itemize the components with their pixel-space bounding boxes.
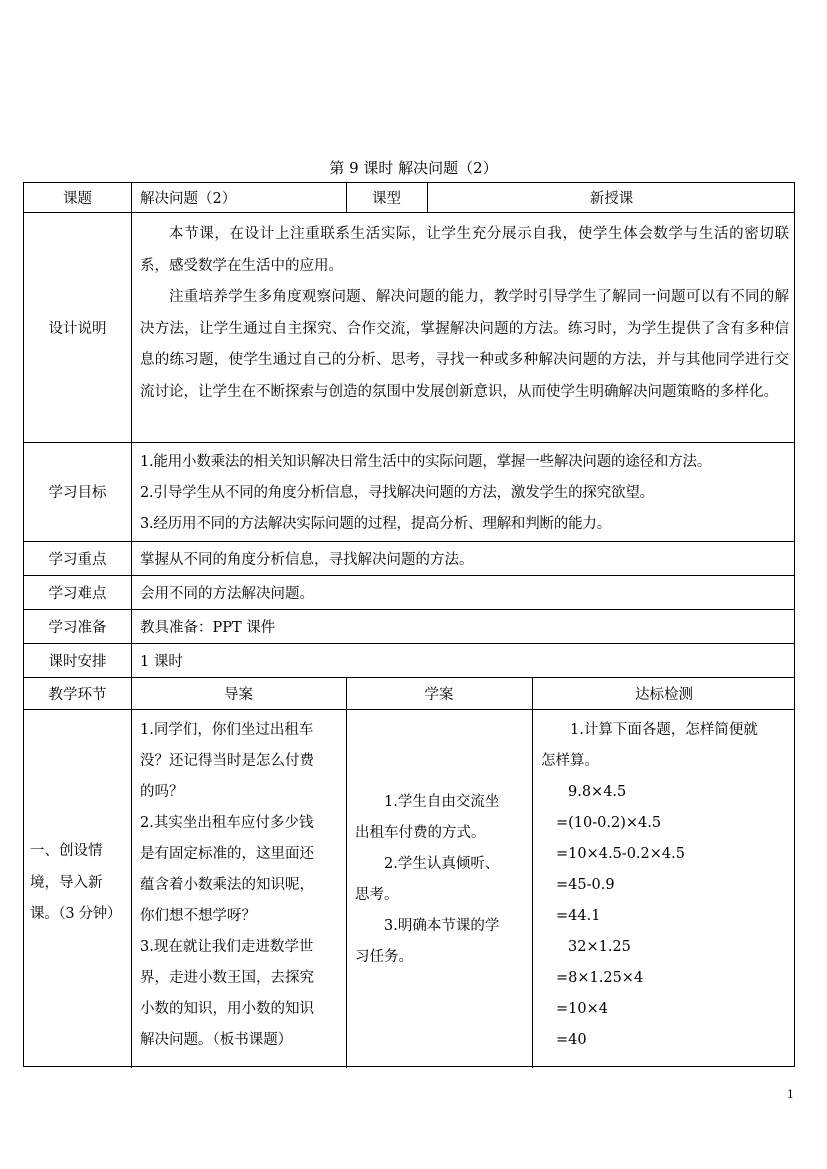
- prep-value: 教具准备：PPT 课件: [140, 619, 276, 636]
- focus-value: 掌握从不同的角度分析信息，寻找解决问题的方法。: [140, 551, 474, 568]
- goal-item: 1.能用小数乘法的相关知识解决日常生活中的实际问题，掌握一些解决问题的途径和方法。: [140, 454, 712, 470]
- header-study: 学案: [424, 686, 454, 703]
- goal-item: 2.引导学生从不同的角度分析信息，寻找解决问题的方法，激发学生的探究欲望。: [140, 485, 654, 501]
- stage1-study: [346, 709, 532, 1068]
- guide-line: 2.其实坐出租车应付多少钱: [140, 815, 314, 831]
- check-line: =40: [556, 1032, 587, 1048]
- topic-value: 解决问题（2）: [140, 191, 237, 207]
- study-line: 思考。: [355, 886, 399, 903]
- guide-line: 没？还记得当时是怎么付费: [140, 753, 314, 769]
- study-line: 习任务。: [355, 948, 413, 965]
- stage1-label-line: 课。（3 分钟）: [30, 906, 122, 923]
- check-line: =10×4.5-0.2×4.5: [556, 846, 685, 862]
- header-check: 达标检测: [635, 686, 693, 703]
- stage1-label: [24, 709, 131, 1068]
- goals-list: [131, 447, 796, 541]
- guide-line: 你们想不想学呀？: [140, 908, 256, 924]
- focus-label: 学习重点: [48, 551, 107, 568]
- design-description: [131, 219, 796, 441]
- check-line: =10×4: [556, 1001, 608, 1017]
- row-divider: [24, 442, 794, 443]
- guide-line: 解决问题。（板书课题）: [140, 1032, 293, 1048]
- prep-label: 学习准备: [48, 619, 107, 636]
- guide-line: 小数的知识，用小数的知识: [140, 1001, 314, 1017]
- stage1-label-line: 境，导入新: [30, 874, 103, 891]
- guide-line: 界，走进小数王国，去探究: [140, 970, 314, 986]
- header-stage: 教学环节: [48, 686, 107, 703]
- lesson-type-label: 课型: [372, 191, 401, 207]
- check-line: 32×1.25: [568, 939, 631, 955]
- guide-line: 的吗？: [140, 784, 184, 800]
- design-label: 设计说明: [48, 320, 107, 337]
- lesson-plan-table: [23, 182, 795, 1067]
- guide-line: 1.同学们，你们坐过出租车: [140, 722, 314, 738]
- page-title: 第 9 课时 解决问题（2）: [329, 159, 498, 177]
- guide-line: 是有固定标准的，这里面还: [140, 846, 314, 862]
- stage1-label-line: 一、创设情: [30, 843, 103, 860]
- check-line: =44.1: [556, 908, 601, 924]
- header-guide: 导案: [224, 686, 253, 703]
- schedule-value: 1 课时: [140, 653, 183, 670]
- check-line: 怎样算。: [541, 753, 599, 769]
- goals-label: 学习目标: [48, 485, 107, 501]
- check-line: 9.8×4.5: [568, 784, 627, 800]
- difficulty-value: 会用不同的方法解决问题。: [140, 585, 314, 602]
- check-line: =8×1.25×4: [556, 970, 644, 986]
- design-paragraph: 本节课，在设计上注重联系生活实际，让学生充分展示自我，使学生体会数学与生活的密切联系，感受数学在生活中的应用。: [140, 226, 789, 274]
- check-line: 1.计算下面各题，怎样简便就: [570, 722, 758, 738]
- study-line: 1.学生自由交流坐: [384, 793, 500, 810]
- lesson-type-value: 新授课: [589, 191, 634, 207]
- difficulty-label: 学习难点: [48, 585, 107, 602]
- stage1-guide: [131, 715, 346, 1065]
- check-line: =45-0.9: [556, 877, 615, 893]
- topic-label: 课题: [63, 191, 92, 207]
- guide-line: 3.现在就让我们走进数学世: [140, 939, 314, 955]
- guide-line: 蕴含着小数乘法的知识呢，: [140, 877, 314, 893]
- study-line: 出租车付费的方式。: [355, 824, 486, 841]
- study-line: 2.学生认真倾听、: [384, 855, 500, 872]
- row-divider: [24, 212, 794, 213]
- study-line: 3.明确本节课的学: [384, 917, 500, 934]
- page-number: 1: [787, 1088, 794, 1101]
- goal-item: 3.经历用不同的方法解决实际问题的过程，提高分析、理解和判断的能力。: [140, 516, 612, 532]
- stage1-check: [532, 715, 796, 1065]
- design-paragraph: 注重培养学生多角度观察问题、解决问题的能力，教学时引导学生了解同一问题可以有不同的解决方法，让学生通过自主探究、合作交流，掌握解决问题的方法。练习时，为学生提供了含有多种信息的练习题，使学生通过自己的分析、思考，寻找一种或多种解决问题的方法，并与其他同学进行交流讨论，让学生在不断探索与创造的氛围中发展创新意识，从而使学生明确解决问题策略的多样化。: [140, 289, 789, 400]
- check-line: =(10-0.2)×4.5: [556, 815, 662, 831]
- schedule-label: 课时安排: [48, 653, 107, 670]
